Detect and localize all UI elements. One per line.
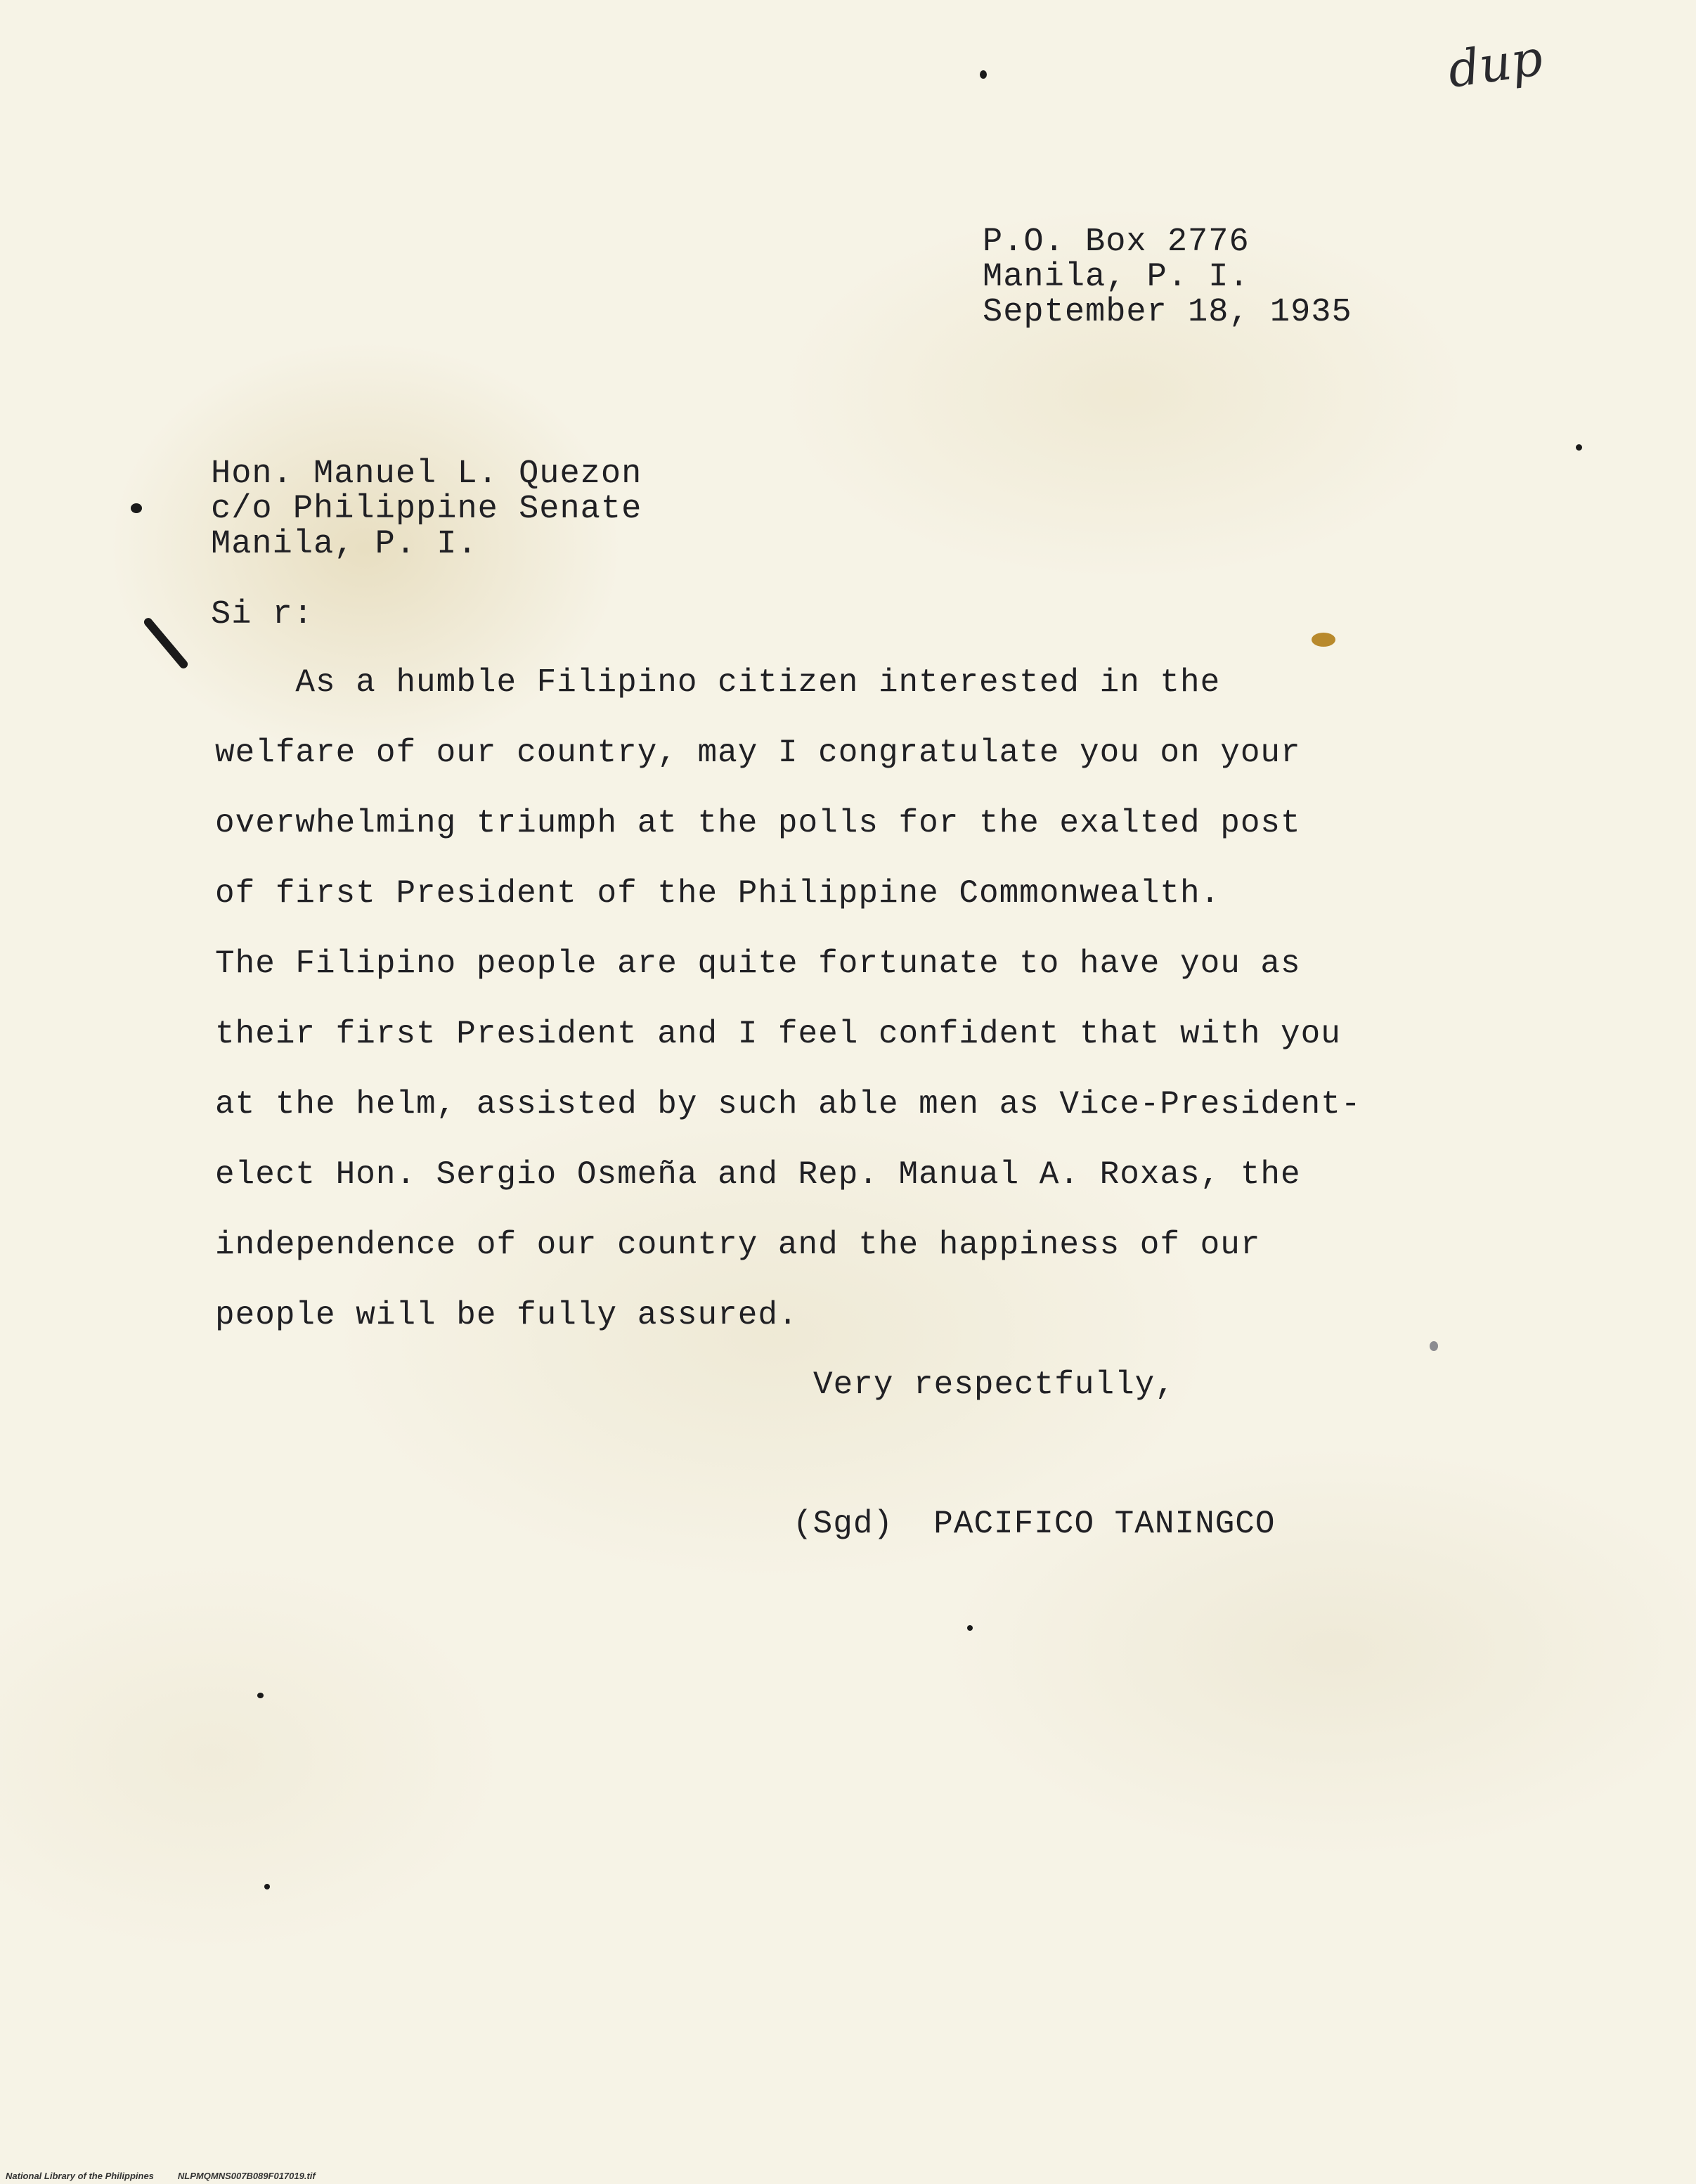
signature: (Sgd) PACIFICO TANINGCO [793,1506,1276,1542]
ink-spot [264,1884,270,1889]
body-line: As a humble Filipino citizen interested in the [215,664,1221,701]
ink-spot [131,503,142,513]
body-line: welfare of our country, may I congratulate you on your [215,735,1301,771]
rust-stain [1312,633,1335,647]
body-line: overwhelming triumph at the polls for the exalted post [215,805,1301,841]
recipient-city: Manila, P. I. [211,526,478,563]
ink-spot [1430,1341,1438,1351]
recipient-care-of: c/o Philippine Senate [211,491,642,528]
body-line: people will be fully assured. [215,1297,798,1333]
ink-spot [1576,444,1582,451]
ink-spot [967,1625,973,1631]
sender-box: P.O. Box 2776 [983,224,1250,261]
ink-mark [142,616,189,671]
file-name: NLPMQMNS007B089F017019.tif [177,2171,316,2181]
body-line: independence of our country and the happiness of our [215,1227,1261,1263]
archive-footer [6,2171,339,2181]
library-name: National Library of the Philippines [6,2171,154,2181]
body-line: elect Hon. Sergio Osmeña and Rep. Manual A. Roxas, the [215,1156,1301,1193]
body-line: The Filipino people are quite fortunate to have you as [215,945,1301,982]
body-line: their first President and I feel confident that with you [215,1016,1341,1052]
ink-spot [980,70,987,79]
body-line: of first President of the Philippine Commonwealth. [215,875,1221,912]
letter-date: September 18, 1935 [983,294,1352,331]
margin-note: dup [1444,29,1546,99]
sender-city: Manila, P. I. [983,259,1250,296]
body-line: at the helm, assisted by such able men as Vice-President- [215,1086,1361,1123]
ink-spot [257,1693,264,1698]
recipient-name: Hon. Manuel L. Quezon [211,455,642,493]
closing: Very respectfully, [813,1366,1175,1403]
salutation: Si r: [211,596,314,633]
